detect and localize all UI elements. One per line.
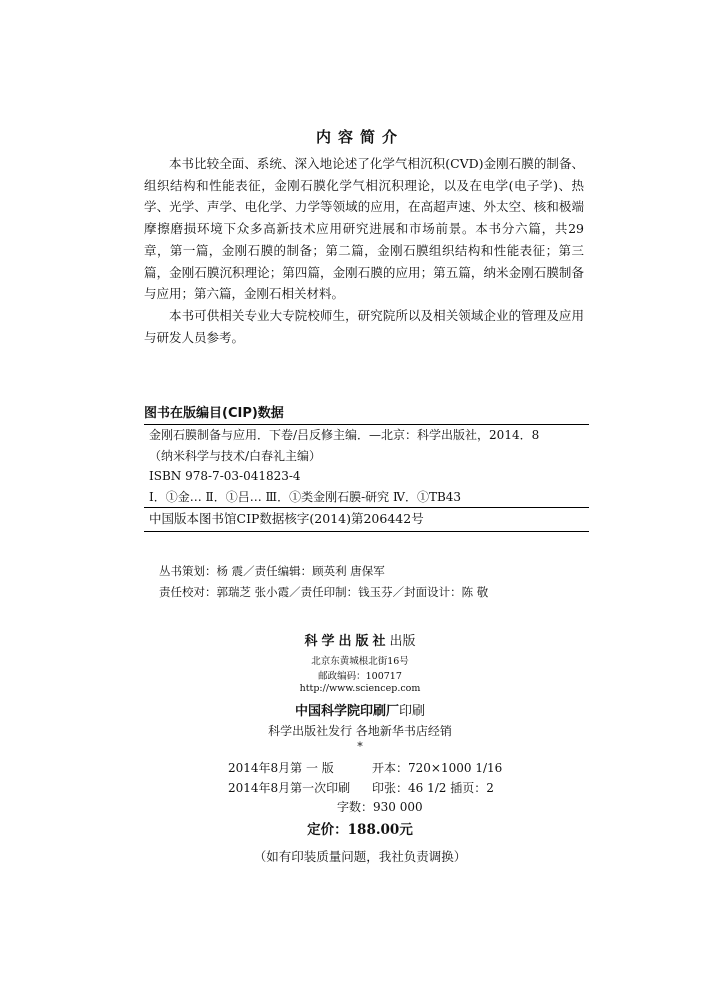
printing-line: 2014年8月第一次印刷: [228, 781, 351, 795]
publisher-address: 北京东黄城根北街16号: [311, 656, 409, 667]
price: 定价：188.00元: [307, 822, 413, 838]
printer-suffix: 印刷: [399, 704, 426, 719]
format-line: 开本：720×1000 1/16: [372, 761, 503, 775]
edition-line: 2014年8月第 一 版: [228, 761, 334, 775]
separator-star: *: [357, 740, 363, 753]
edition-info: [228, 758, 350, 798]
cip-line: （纳米科学与技术/白春礼主编）: [149, 448, 322, 463]
publisher-suffix: 出版: [389, 634, 416, 649]
editorial-credits: [159, 561, 488, 603]
cip-line: 金刚石膜制备与应用．下卷/吕反修主编．—北京：科学出版社，2014．8: [149, 428, 540, 442]
cip-record-box: [144, 424, 589, 532]
printer-logotype: 中国科学院印刷厂: [294, 704, 399, 719]
credit-line: 责任校对：郭瑞芝 张小霞／责任印制：钱玉芬／封面设计：陈 敬: [159, 585, 489, 599]
printer-line: [0, 700, 720, 719]
cip-record-number: 中国版本图书馆CIP数据核字(2014)第206442号: [144, 507, 589, 531]
word-count: 字数：930 000: [337, 800, 423, 814]
sheets-line: 印张：46 1/2 插页：2: [372, 781, 494, 795]
cip-line: Ⅰ．①金… Ⅱ．①吕… Ⅲ．①类金刚石膜-研究 Ⅳ．①TB43: [149, 489, 462, 504]
page-title: 内容简介: [315, 128, 404, 146]
credit-line: 丛书策划：杨 震／责任编辑：顾英利 唐保军: [159, 564, 385, 578]
summary-paragraph: 本书可供相关专业大专院校师生，研究院所以及相关领域企业的管理及应用与研发人员参考。: [144, 307, 584, 345]
publisher-url: http://www.sciencep.com: [299, 683, 421, 694]
distribution-line: 科学出版社发行 各地新华书店经销: [268, 724, 452, 738]
cip-heading: 图书在版编目(CIP)数据: [144, 406, 284, 421]
publisher-postcode: 邮政编码：100717: [318, 671, 402, 682]
quality-notice: （如有印装质量问题，我社负责调换）: [253, 849, 467, 864]
content-summary: [144, 153, 584, 348]
format-info: [372, 758, 502, 798]
summary-paragraph: 本书比较全面、系统、深入地论述了化学气相沉积(CVD)金刚石膜的制备、组织结构和性能表征，金刚石膜化学气相沉积理论，以及在电学(电子学)、热学、光学、声学、电化学、力学等领域的应用，在高超声速、外太空、核和极端摩擦磨损环境下众多高新技术应用研究进展和市场前景。本书分六篇，共29章，第一篇，金刚石膜的制备；第二篇，金刚石膜组织结构和性能表征；第三篇，金刚石膜沉积理论；第四篇，金刚石膜的应用；第五篇，纳米金刚石膜制备与应用；第六篇，金刚石相关材料。: [144, 156, 584, 302]
cip-line: ISBN 978-7-03-041823-4: [149, 469, 301, 483]
publisher-logotype: 科学出版社: [304, 634, 390, 649]
publisher-line: [0, 630, 720, 649]
